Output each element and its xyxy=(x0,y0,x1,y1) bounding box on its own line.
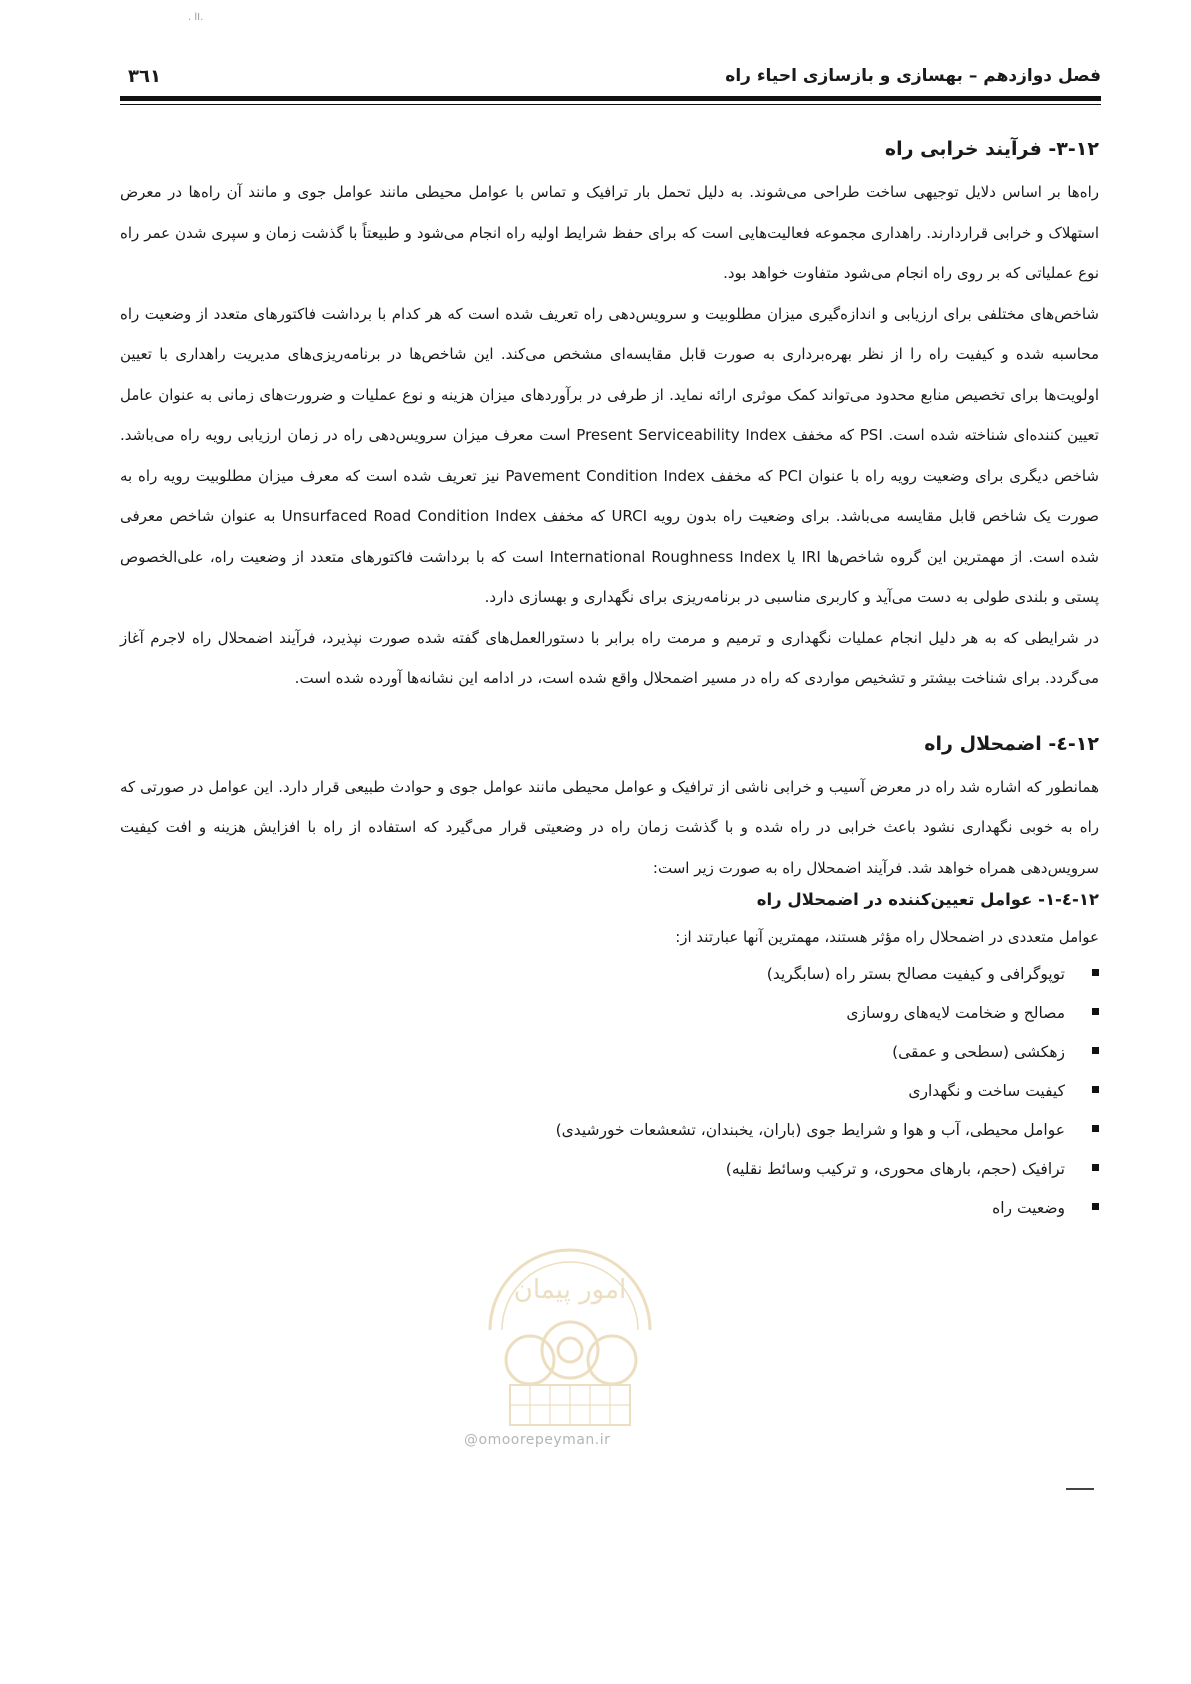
scan-mark: . lI. xyxy=(188,12,204,23)
header-rule-thin xyxy=(120,104,1101,105)
bullet-square-icon xyxy=(1092,1125,1099,1132)
list-item xyxy=(120,1033,1065,1072)
list-item-text: مصالح و ضخامت لایه‌های روسازی xyxy=(846,1004,1065,1022)
page-number: ٣٦١ xyxy=(128,66,161,87)
bullet-square-icon xyxy=(1092,1086,1099,1093)
section-heading-12-3: ١٢-٣- فرآیند خرابی راه xyxy=(884,138,1099,160)
watermark-text: امور پیمان xyxy=(513,1275,627,1305)
list-item-text: زهکشی (سطحی و عمقی) xyxy=(892,1043,1065,1061)
bullet-square-icon xyxy=(1092,969,1099,976)
list-intro: عوامل متعددی در اضمحلال راه مؤثر هستند، مهمترین آنها عبارتند از: xyxy=(675,928,1099,946)
list-item-text: توپوگرافی و کیفیت مصالح بستر راه (سابگرید) xyxy=(766,965,1065,983)
section-gap xyxy=(120,699,1099,733)
list-item xyxy=(120,1150,1065,1189)
list-item-text: عوامل محیطی، آب و هوا و شرایط جوی (باران، یخبندان، تشعشعات خورشیدی) xyxy=(555,1121,1065,1139)
bullet-square-icon xyxy=(1092,1164,1099,1171)
list-item xyxy=(120,1111,1065,1150)
watermark-logo-icon xyxy=(470,1210,670,1430)
body-content xyxy=(120,138,1099,1228)
list-item xyxy=(120,955,1065,994)
list-item xyxy=(120,1072,1065,1111)
paragraph: راه‌ها بر اساس دلایل توجیهی ساخت طراحی می‌شوند. به دلیل تحمل بار ترافیک و تماس با عوامل محیطی مانند عوامل جوی و مانند آن راه‌ها در معرض استهلاک و خرابی قراردارند. راهداری مجموعه فعالیت‌هایی است که برای حفظ شرایط اولیه راه انجام می‌شود و طبیعتاً با گذشت زمان و سپری شدن عمر راه نوع عملیاتی که بر روی راه انجام می‌شود متفاوت خواهد بود. xyxy=(120,183,1099,282)
factor-list xyxy=(120,955,1099,1228)
running-header xyxy=(120,58,1101,98)
bullet-square-icon xyxy=(1092,1203,1099,1210)
chapter-title: فصل دوازدهم – بهسازی و بازسازی احیاء راه xyxy=(725,66,1101,86)
list-item-text: ترافیک (حجم، بارهای محوری، و ترکیب وسائط نقلیه) xyxy=(725,1160,1065,1178)
list-item xyxy=(120,994,1065,1033)
bullet-square-icon xyxy=(1092,1047,1099,1054)
subsection-heading-12-4-1: ١٢-٤-١- عوامل تعیین‌کننده در اضمحلال راه xyxy=(756,890,1099,909)
page-edge-mark xyxy=(1066,1488,1094,1490)
section-heading-12-4: ١٢-٤- اضمحلال راه xyxy=(924,732,1099,755)
watermark-url: @omoorepeyman.ir xyxy=(464,1432,611,1448)
paragraph: همانطور که اشاره شد راه در معرض آسیب و خرابی ناشی از ترافیک و عوامل محیطی مانند عوامل جوی و حوادث طبیعی قرار دارد. این عوامل در صورتی که راه به خوبی نگهداری نشود باعث خرابی در راه شده و با گذشت زمان راه در وضعیتی قرار می‌گیرد که استفاده از راه با افزایش هزینه و افت کیفیت سرویس‌دهی همراه خواهد شد. فرآیند اضمحلال راه به صورت زیر است: xyxy=(120,777,1099,877)
paragraph: در شرایطی که به هر دلیل انجام عملیات نگهداری و ترمیم و مرمت راه برابر با دستورالعمل‌های گفته شده صورت نپذیرد، فرآیند اضمحلال راه لاجرم آغاز می‌گردد. برای شناخت بیشتر و تشخیص مواردی که راه در مسیر اضمحلال واقع شده است، در ادامه این نشانه‌ها آورده شده است. xyxy=(120,628,1099,687)
header-rule-thick xyxy=(120,96,1101,101)
paragraph: شاخص‌های مختلفی برای ارزیابی و اندازه‌گیری میزان مطلوبیت و سرویس‌دهی راه تعریف شده است که هر کدام با برداشت فاکتورهای متعدد از وضعیت راه محاسبه شده و کیفیت راه را از نظر بهره‌برداری به صورت قابل مقایسه‌ای مشخص می‌کند. این شاخص‌ها در برنامه‌ریزی‌های مدیریت راهداری با تعیین اولویت‌ها برای تخصیص منابع محدود می‌تواند کمک موثری ارائه نماید. از طرفی در برآوردهای میزان هزینه و نوع عملیات و ضرورت‌های زمانی به عنوان عامل تعیین کننده‌ای شناخته شده است. PSI که مخفف Present Serviceability Index است معرف میزان سرویس‌دهی راه در زمان ارزیابی رویه راه می‌باشد. شاخص دیگری برای وضعیت رویه راه با عنوان PCI که مخفف Pavement Condition Index نیز تعریف شده است که معرف میزان مطلوبیت رویه راه به صورت یک شاخص قابل مقایسه می‌باشد. برای وضعیت راه بدون رویه URCI که مخفف Unsurfaced Road Condition Index به عنوان شاخص معرفی شده است. از مهمترین این گروه شاخص‌ها IRI یا International Roughness Index است که با برداشت فاکتورهای متعدد از وضعیت راه، علی‌الخصوص پستی و بلندی طولی به دست می‌آید و کاربری مناسبی در برنامه‌ریزی برای نگهداری و بهسازی دارد. xyxy=(120,304,1100,606)
list-item-text: وضعیت راه xyxy=(992,1199,1065,1217)
bullet-square-icon xyxy=(1092,1008,1099,1015)
list-item-text: کیفیت ساخت و نگهداری xyxy=(908,1082,1065,1100)
